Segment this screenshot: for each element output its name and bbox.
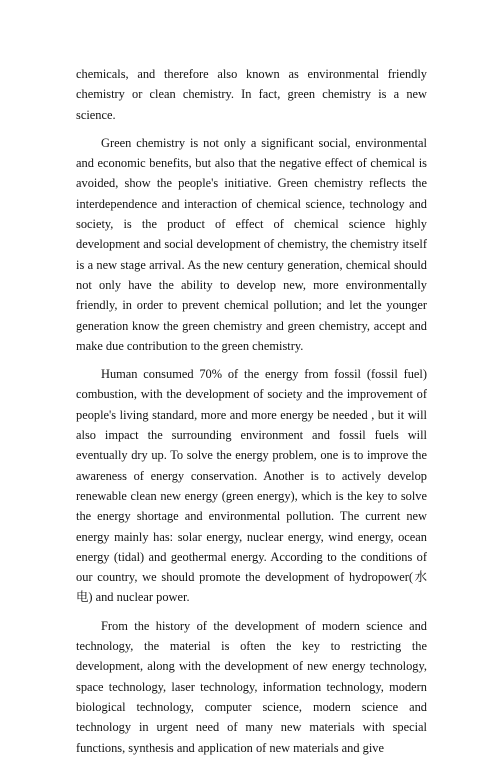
document-page [76,64,427,766]
paragraph-energy: Human consumed 70% of the energy from fossil (fossil fuel) combustion, with the development of society and the improvement of people's living standard, more and more energy be needed , but it will also impact the surrounding environment and fossil fuels will eventually dry up. To solve the energy problem, one is to improve the awareness of energy conservation. Another is to actively develop renewable clean new energy (green energy), which is the key to solve the energy shortage and environmental pollution. The current new energy mainly has: solar energy, nuclear energy, wind energy, ocean energy (tidal) and geothermal energy. According to the conditions of our country, we should promote the development of hydropower(水电) and nuclear power. [76,367,427,605]
paragraph-green-chemistry: Green chemistry is not only a significant social, environmental and economic benefits, but also that the negative effect of chemical is avoided, show the people's initiative. Green chemistry reflects the interdependence and interaction of chemical science, technology and society, is the product of effect of chemical science highly development and social development of chemistry, the chemistry itself is a new stage arrival. As the new century generation, chemical should not only have the ability to develop new, more environmentally friendly, in order to prevent chemical pollution; and let the younger generation know the green chemistry and green chemistry, accept and make due contribution to the green chemistry. [76,135,427,353]
paragraph-continued: chemicals, and therefore also known as environmental friendly chemistry or clean chemistry. In fact, green chemistry is a new science. [76,67,427,122]
paragraph-materials: From the history of the development of modern science and technology, the material is often the key to restricting the development, along with the development of new energy technology, space technology, laser technology, information technology, modern biological technology, computer science, modern science and technology in urgent need of many new materials with special functions, synthesis and application of new materials and give [76,618,427,755]
